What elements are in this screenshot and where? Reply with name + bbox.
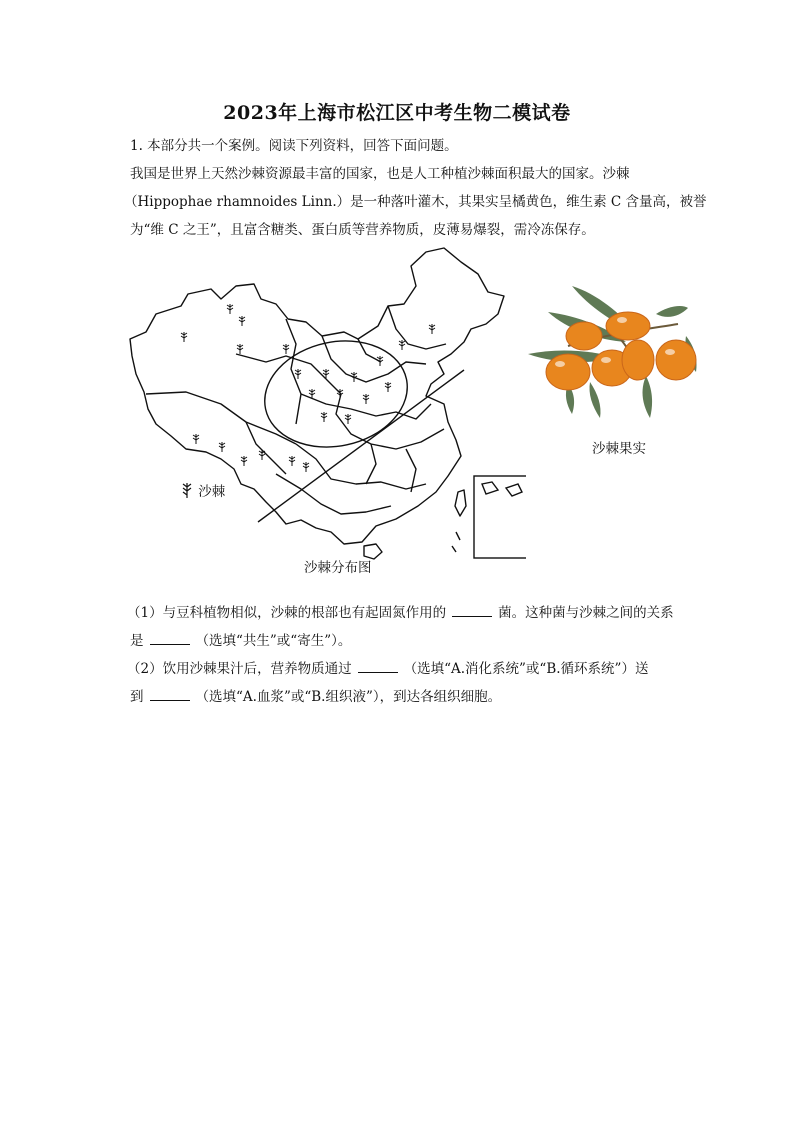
sea-buckthorn-icon <box>283 344 289 354</box>
answer-blank-1[interactable] <box>452 604 492 617</box>
map-legend <box>180 480 225 500</box>
question-2-line-1 <box>127 660 648 678</box>
south-sea-inset <box>474 476 526 558</box>
q2-text-b: （选填“A.消化系统”或“B.循环系统”）送 <box>403 661 649 677</box>
sea-buckthorn-icon <box>193 434 199 444</box>
q1-text-d: （选填“共生”或“寄生”）。 <box>195 633 352 649</box>
page-title: 2023年上海市松江区中考生物二模试卷 <box>223 102 571 124</box>
fruit-photo <box>528 276 704 424</box>
answer-blank-3[interactable] <box>358 660 398 673</box>
sea-buckthorn-icon <box>345 414 351 424</box>
q1-text-c: 是 <box>130 633 144 649</box>
fruit-caption: 沙棘果实 <box>592 441 646 457</box>
q2-text-d: （选填“A.血浆”或“B.组织液”），到达各组织细胞。 <box>195 689 502 705</box>
answer-blank-4[interactable] <box>150 688 190 701</box>
sea-buckthorn-icon <box>377 356 383 366</box>
sea-buckthorn-icon <box>180 482 194 498</box>
passage-line-2: （Hippophae rhamnoides Linn.）是一种落叶灌木，其果实呈橘黄色，维生素 C 含量高，被誉 <box>124 194 707 210</box>
sea-buckthorn-icon <box>241 456 247 466</box>
sea-buckthorn-icon <box>385 382 391 392</box>
sea-buckthorn-icon <box>219 442 225 452</box>
sea-buckthorn-icon <box>337 389 343 399</box>
sea-buckthorn-icon <box>237 344 243 354</box>
q2-text-c: 到 <box>130 689 144 705</box>
q1-text-b: 菌。这种菌与沙棘之间的关系 <box>498 605 674 621</box>
answer-blank-2[interactable] <box>150 632 190 645</box>
sea-buckthorn-icon <box>227 304 233 314</box>
q2-text-a: （2）饮用沙棘果汁后，营养物质通过 <box>127 661 352 677</box>
sea-buckthorn-icon <box>363 394 369 404</box>
q1-text-a: （1）与豆科植物相似，沙棘的根部也有起固氮作用的 <box>127 605 447 621</box>
taiwan-island <box>455 490 466 516</box>
legend-label: 沙棘 <box>198 484 226 500</box>
question-2-line-2 <box>130 688 501 706</box>
question-1-line-2 <box>130 632 351 650</box>
sea-buckthorn-icon <box>259 450 265 460</box>
distribution-map <box>126 244 526 564</box>
sea-buckthorn-icon <box>351 372 357 382</box>
sea-buckthorn-icon <box>295 369 301 379</box>
map-caption: 沙棘分布图 <box>304 560 372 576</box>
question-intro: 1. 本部分共一个案例。阅读下列资料，回答下面问题。 <box>130 138 458 154</box>
sea-buckthorn-icon <box>321 412 327 422</box>
passage-line-3: 为“维 C 之王”，且富含糖类、蛋白质等营养物质，皮薄易爆裂，需冷冻保存。 <box>130 222 595 238</box>
sea-buckthorn-icon <box>239 316 245 326</box>
sea-buckthorn-icon <box>429 324 435 334</box>
sea-buckthorn-icon <box>289 456 295 466</box>
boundary-line <box>258 370 464 522</box>
sea-buckthorn-icon <box>303 462 309 472</box>
sea-buckthorn-icon <box>181 332 187 342</box>
sea-buckthorn-icon <box>399 340 405 350</box>
question-1-line-1 <box>127 604 674 622</box>
passage-line-1: 我国是世界上天然沙棘资源最丰富的国家，也是人工种植沙棘面积最大的国家。沙棘 <box>130 166 630 182</box>
distribution-ellipse <box>255 328 417 460</box>
